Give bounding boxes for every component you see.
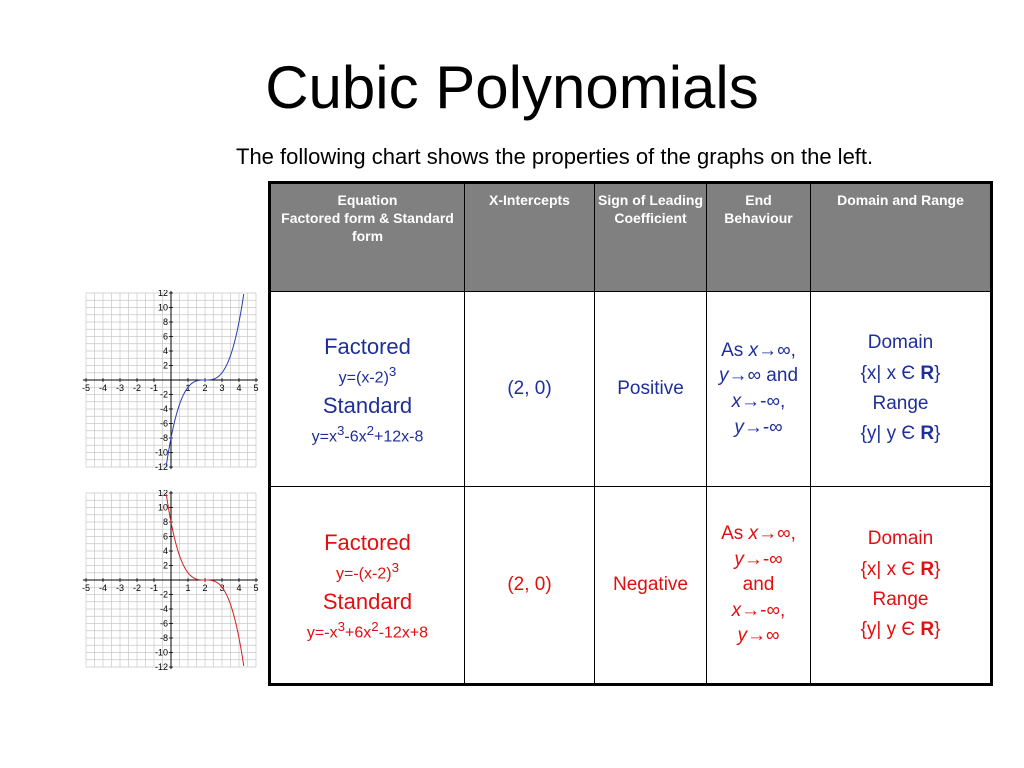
y-tick-label: 12 — [157, 290, 168, 298]
x-intercepts-cell: (2, 0) — [465, 487, 595, 685]
y-tick-label: -12 — [154, 462, 168, 472]
y-tick-label: 10 — [157, 502, 168, 513]
leading-sign-cell: Negative — [595, 487, 707, 685]
x-tick-label: 3 — [219, 583, 225, 593]
table-row — [270, 487, 992, 685]
x-tick-label: 4 — [236, 583, 242, 593]
standard-equation: $y=x^3-6x^2+12x-8$ — [311, 423, 424, 446]
x-tick-label: -1 — [149, 583, 159, 593]
end-behaviour-cell: As x→∞, y→-∞ and x→-∞, y→∞ — [707, 487, 811, 685]
x-tick-label: 2 — [202, 583, 208, 593]
subtitle: The following chart shows the properties of the graphs on the left. — [236, 144, 874, 169]
y-tick-label: 8 — [162, 517, 168, 527]
graph-negative-cubic — [80, 490, 262, 672]
table-row — [270, 292, 992, 487]
y-tick-label: 2 — [162, 360, 168, 371]
y-tick-label: 4 — [162, 346, 168, 356]
y-tick-label: -10 — [154, 647, 168, 658]
header-end-behaviour: End Behaviour — [707, 183, 811, 292]
header-x-intercepts: X-Intercepts — [465, 183, 595, 292]
domain-range-cell — [811, 292, 992, 487]
y-tick-label: -2 — [159, 589, 168, 600]
y-tick-label: -2 — [159, 389, 168, 400]
range-label: Range — [872, 589, 929, 610]
y-tick-label: -4 — [159, 604, 168, 614]
y-tick-label: -8 — [159, 633, 168, 643]
graph-positive-cubic-svg — [80, 290, 262, 472]
x-tick-label: -4 — [98, 583, 108, 593]
x-tick-label: 2 — [202, 383, 208, 393]
domain-label: Domain — [867, 528, 934, 550]
domain-label: Domain — [867, 332, 934, 354]
equation-cell — [270, 292, 465, 487]
domain-set: {x| x Є R} — [860, 558, 941, 580]
x-tick-label: 5 — [253, 583, 259, 593]
x-intercepts-cell: (2, 0) — [465, 292, 595, 487]
domain-range-cell — [811, 487, 992, 685]
y-tick-label: -6 — [159, 418, 168, 429]
header-domain-range: Domain and Range — [811, 183, 992, 292]
standard-equation: $y=-x^3+6x^2-12x+8$ — [306, 619, 429, 642]
x-tick-label: 4 — [236, 383, 242, 393]
y-tick-label: 6 — [162, 531, 168, 542]
range-set: {y| y Є R} — [860, 619, 941, 641]
header-equation-sub: Factored form & Standard form — [281, 210, 454, 245]
y-tick-label: -4 — [159, 404, 168, 414]
header-leading-sign: Sign of Leading Coefficient — [595, 183, 707, 292]
y-tick-label: 12 — [157, 490, 168, 498]
x-tick-label: 5 — [253, 383, 259, 393]
x-tick-label: 3 — [219, 383, 225, 393]
x-tick-label: -5 — [81, 383, 91, 393]
y-tick-label: 6 — [162, 331, 168, 342]
standard-label: Standard — [322, 393, 413, 418]
x-tick-label: -2 — [132, 383, 142, 393]
x-tick-label: 1 — [185, 583, 191, 593]
standard-label: Standard — [322, 589, 413, 614]
graph-negative-cubic-svg — [80, 490, 262, 672]
y-tick-label: -6 — [159, 618, 168, 629]
factored-label: Factored — [324, 333, 411, 359]
graph-positive-cubic — [80, 290, 262, 472]
range-set: {y| y Є R} — [860, 423, 941, 445]
domain-set: {x| x Є R} — [860, 362, 941, 384]
y-tick-label: 2 — [162, 560, 168, 571]
y-tick-label: -8 — [159, 433, 168, 443]
factored-equation: $y=-(x-2)^3$ — [336, 559, 399, 583]
x-tick-label: -1 — [149, 383, 159, 393]
y-tick-label: 10 — [157, 302, 168, 313]
equation-cell — [270, 487, 465, 685]
x-tick-label: -4 — [98, 383, 108, 393]
properties-table — [268, 181, 993, 686]
header-row — [270, 183, 992, 292]
y-tick-label: -12 — [154, 662, 168, 672]
slide-title: Cubic Polynomials — [265, 54, 759, 121]
y-tick-label: 4 — [162, 546, 168, 556]
end-behaviour-cell: As x→∞, y→∞ and x→-∞, y→-∞ — [707, 292, 811, 487]
header-equation — [270, 183, 465, 292]
leading-sign-cell: Positive — [595, 292, 707, 487]
range-label: Range — [872, 393, 929, 414]
header-equation-label: Equation — [337, 192, 398, 208]
x-tick-label: -5 — [81, 583, 91, 593]
factored-label: Factored — [324, 529, 411, 555]
x-tick-label: 1 — [185, 383, 191, 393]
x-tick-label: -2 — [132, 583, 142, 593]
y-tick-label: 8 — [162, 317, 168, 327]
factored-equation: $y=(x-2)^3$ — [338, 363, 397, 387]
x-tick-label: -3 — [115, 383, 125, 393]
x-tick-label: -3 — [115, 583, 125, 593]
y-tick-label: -10 — [154, 447, 168, 458]
